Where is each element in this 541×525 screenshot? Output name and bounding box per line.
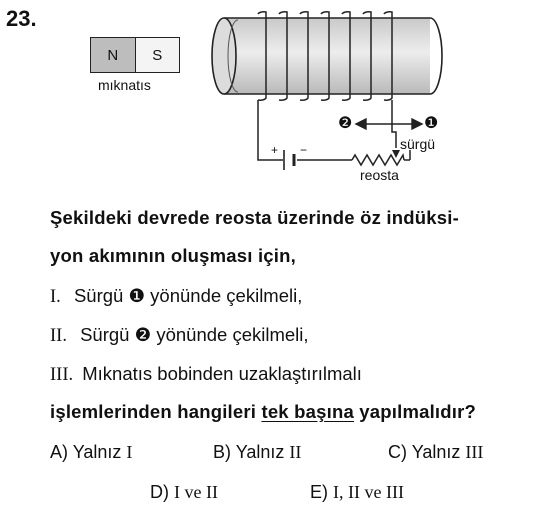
magnet-north-pole: N [91,38,136,72]
option-roman: II [289,442,302,462]
option-text: Yalnız [72,442,122,462]
direction-arrow [356,119,422,129]
battery-minus-sign: − [300,143,308,157]
battery-plus-sign: + [271,143,279,157]
option-letter: E) [310,482,328,502]
circuit-wires [258,100,410,160]
rheostat-label: reosta [360,167,399,183]
option-d[interactable] [150,482,218,503]
statement-1 [50,285,302,308]
slider-arrow [392,150,400,158]
battery [284,150,294,170]
option-b[interactable] [213,442,301,463]
option-text: Yalnız [411,442,461,462]
option-e[interactable] [310,482,404,503]
direction-two-marker: ❷ [338,115,353,132]
question-stem-line-2: yon akımının oluşması için, [50,245,296,266]
option-letter: B) [213,442,231,462]
option-letter: C) [388,442,407,462]
option-c[interactable] [388,442,483,463]
prompt-emphasis: tek başına [261,401,354,422]
statement-2 [50,324,309,347]
option-roman: I [126,442,133,462]
magnet-south-pole: S [136,38,180,72]
direction-one-marker: ❶ [424,115,439,132]
prompt-before: işlemlerinden hangileri [50,401,262,422]
slider-label: sürgü [400,136,436,152]
statement-3 [50,363,362,386]
option-letter: A) [50,442,68,462]
solenoid-core [212,18,442,94]
statement-numeral: II. [50,326,67,346]
option-text: Yalnız [235,442,285,462]
statement-numeral: III. [50,365,74,385]
option-roman: I, II ve III [333,482,404,502]
statement-text: Sürgü ❷ yönünde çekilmeli, [80,324,309,345]
statement-numeral: I. [50,287,61,307]
question-stem-line-1: Şekildeki devrede reosta üzerinde öz indüksi- [50,207,459,228]
prompt-after: yapılmalıdır? [353,401,477,422]
question-number: 23. [6,6,37,31]
option-roman: III [465,442,484,462]
statement-text: Mıknatıs bobinden uzaklaştırılmalı [82,363,362,384]
option-roman: I ve II [174,482,218,502]
option-a[interactable] [50,442,132,463]
statement-text: Sürgü ❶ yönünde çekilmeli, [73,285,303,306]
option-letter: D) [150,482,169,502]
question-prompt [50,401,476,423]
magnet-label: mıknatıs [98,77,151,93]
